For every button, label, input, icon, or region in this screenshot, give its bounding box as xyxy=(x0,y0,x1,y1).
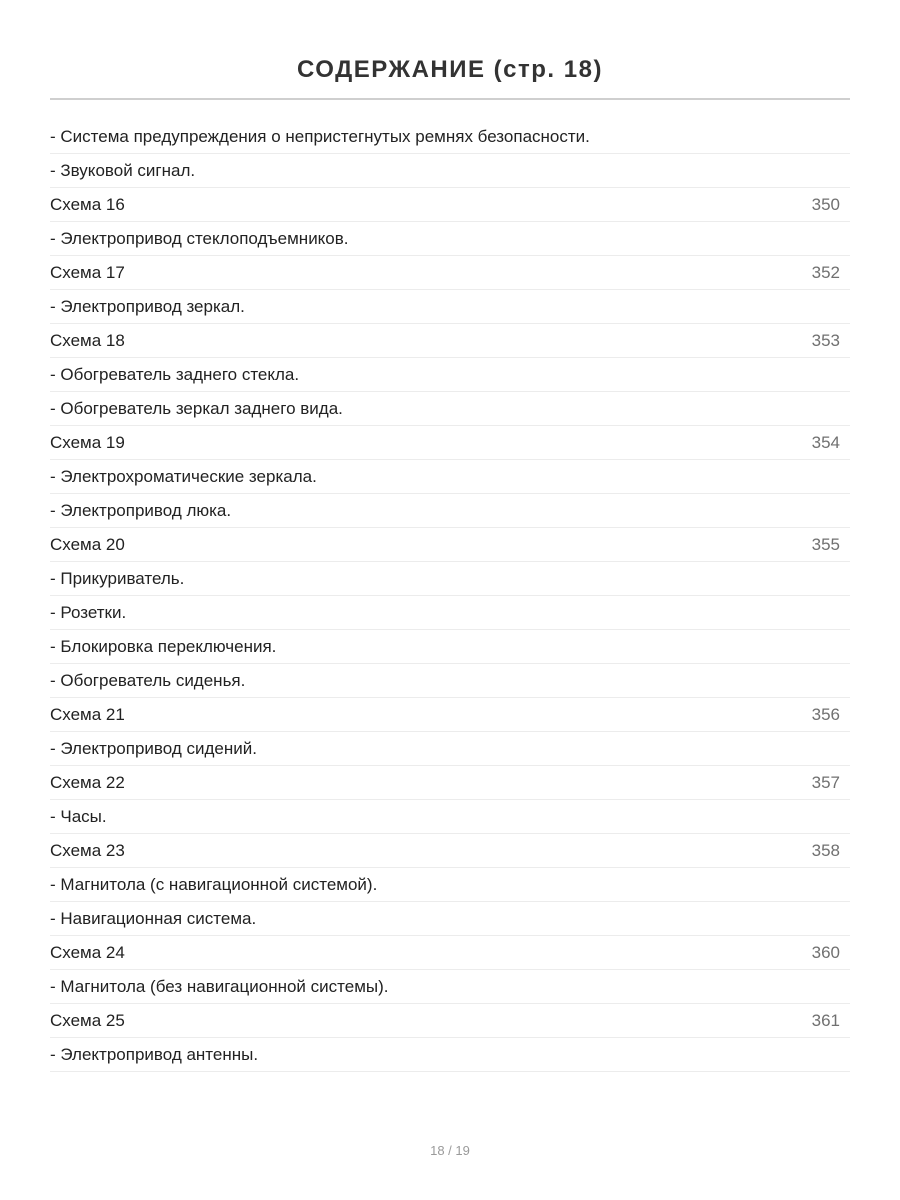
toc-page-number: 354 xyxy=(811,432,840,452)
toc-row[interactable] xyxy=(50,222,850,256)
toc-entry-label: - Электропривод зеркал. xyxy=(50,296,245,316)
toc-row[interactable] xyxy=(50,1038,850,1072)
toc-entry-label: - Электропривод люка. xyxy=(50,500,232,520)
page-title: СОДЕРЖАНИЕ (стр. 18) xyxy=(297,56,603,84)
toc-entry-label: Схема 18 xyxy=(50,330,125,350)
toc-row[interactable] xyxy=(50,188,850,222)
toc-row[interactable] xyxy=(50,970,850,1004)
toc-row[interactable] xyxy=(50,766,850,800)
toc-entry-label: - Обогреватель заднего стекла. xyxy=(50,364,300,384)
toc-entry-label: - Электрохроматические зеркала. xyxy=(50,466,317,486)
toc-entry-label: - Часы. xyxy=(50,806,107,826)
toc-row[interactable] xyxy=(50,154,850,188)
toc-row[interactable] xyxy=(50,834,850,868)
toc-row[interactable] xyxy=(50,562,850,596)
toc-entry-label: Схема 23 xyxy=(50,840,125,860)
toc-page-number: 361 xyxy=(811,1010,840,1030)
toc-entry-label: - Обогреватель зеркал заднего вида. xyxy=(50,398,343,418)
toc-page-number: 352 xyxy=(811,262,840,282)
toc-entry-label: - Электропривод антенны. xyxy=(50,1044,259,1064)
toc-row[interactable] xyxy=(50,290,850,324)
toc-entry-label: Схема 21 xyxy=(50,704,125,724)
toc-row[interactable] xyxy=(50,426,850,460)
page-indicator: 18 / 19 xyxy=(430,1143,470,1158)
title-divider xyxy=(50,98,850,100)
toc-row[interactable] xyxy=(50,902,850,936)
toc-entry-label: - Электропривод сидений. xyxy=(50,738,257,758)
toc-row[interactable] xyxy=(50,630,850,664)
toc-row[interactable] xyxy=(50,256,850,290)
toc-entry-label: Схема 20 xyxy=(50,534,125,554)
toc-row[interactable] xyxy=(50,494,850,528)
toc-entry-label: Схема 22 xyxy=(50,772,125,792)
toc-row[interactable] xyxy=(50,324,850,358)
toc-row[interactable] xyxy=(50,800,850,834)
toc-page-number: 356 xyxy=(811,704,840,724)
toc-page-number: 350 xyxy=(811,194,840,214)
toc-page-number: 355 xyxy=(811,534,840,554)
toc-entry-label: Схема 19 xyxy=(50,432,125,452)
toc-row[interactable] xyxy=(50,732,850,766)
toc-entry-label: - Розетки. xyxy=(50,602,127,622)
toc-entry-label: Схема 24 xyxy=(50,942,125,962)
toc-entry-label: - Навигационная система. xyxy=(50,908,257,928)
toc-row[interactable] xyxy=(50,664,850,698)
toc-entry-label: Схема 17 xyxy=(50,262,125,282)
toc-page-number: 360 xyxy=(811,942,840,962)
toc-entry-label: - Электропривод стеклоподъемников. xyxy=(50,228,349,248)
toc-row[interactable] xyxy=(50,1004,850,1038)
toc-row[interactable] xyxy=(50,868,850,902)
toc-row[interactable] xyxy=(50,392,850,426)
toc-row[interactable] xyxy=(50,120,850,154)
toc-page-number: 358 xyxy=(811,840,840,860)
toc-row[interactable] xyxy=(50,460,850,494)
toc-page-number: 353 xyxy=(811,330,840,350)
toc-row[interactable] xyxy=(50,528,850,562)
toc-entry-label: - Звуковой сигнал. xyxy=(50,160,196,180)
toc-row[interactable] xyxy=(50,936,850,970)
table-of-contents xyxy=(50,120,850,1072)
toc-entry-label: - Обогреватель сиденья. xyxy=(50,670,246,690)
toc-entry-label: - Система предупреждения о непристегнутых ремнях безопасности. xyxy=(50,126,590,146)
toc-entry-label: - Магнитола (с навигационной системой). xyxy=(50,874,378,894)
toc-page-number: 357 xyxy=(811,772,840,792)
toc-entry-label: Схема 16 xyxy=(50,194,125,214)
toc-entry-label: - Блокировка переключения. xyxy=(50,636,277,656)
toc-row[interactable] xyxy=(50,358,850,392)
toc-entry-label: Схема 25 xyxy=(50,1010,125,1030)
toc-entry-label: - Прикуриватель. xyxy=(50,568,185,588)
toc-row[interactable] xyxy=(50,698,850,732)
toc-entry-label: - Магнитола (без навигационной системы). xyxy=(50,976,389,996)
toc-row[interactable] xyxy=(50,596,850,630)
